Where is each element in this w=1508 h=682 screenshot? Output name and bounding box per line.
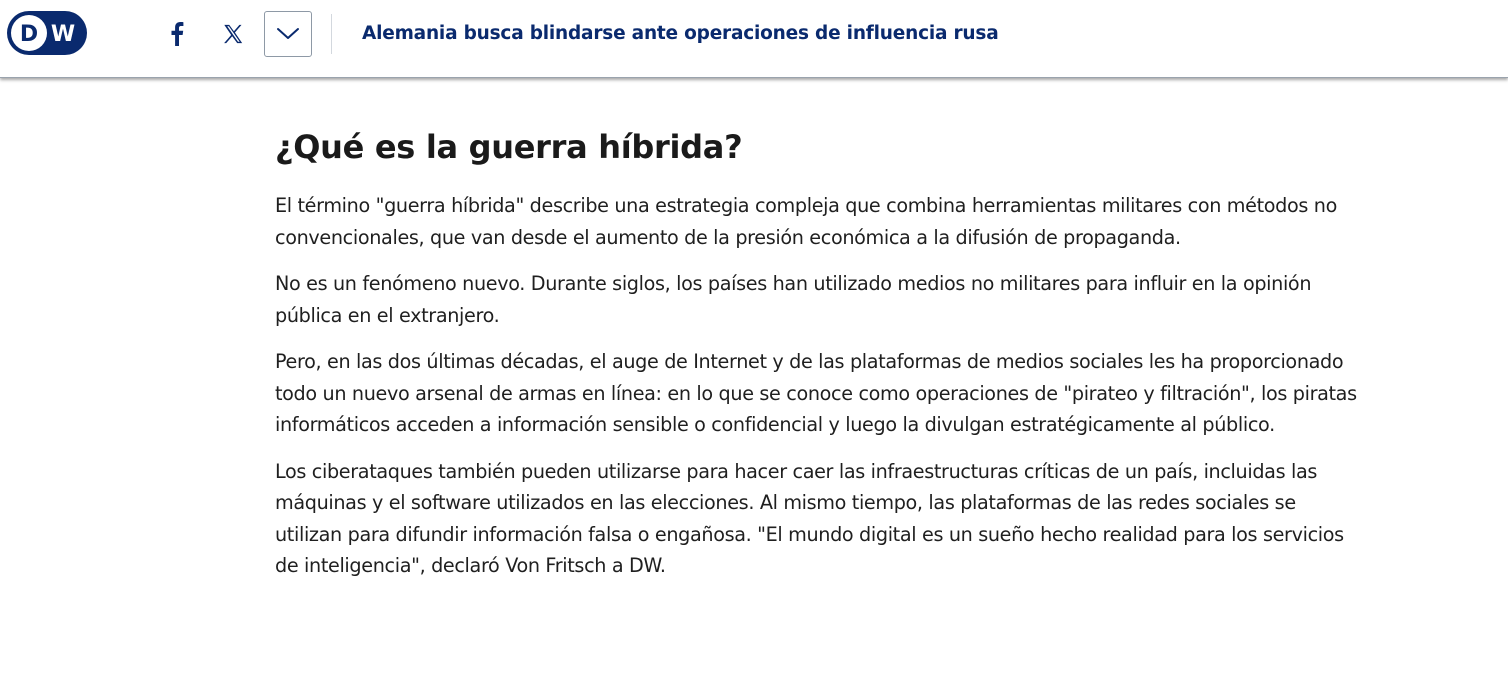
- share-x-button[interactable]: [216, 16, 250, 52]
- section-title: ¿Qué es la guerra híbrida?: [275, 128, 743, 166]
- svg-text:W: W: [50, 22, 76, 47]
- article-paragraph: Pero, en las dos últimas décadas, el auge de Internet y de las plataformas de medios sociales les ha proporcionado todo un nuevo arsenal de armas en línea: en lo que se conoce como operaciones de "pirateo y filtración", los piratas informáticos acceden a información sensible o confidencial y luego la divulgan estratégicamente al público.: [275, 350, 1357, 436]
- x-icon: [222, 23, 244, 45]
- header-divider: [331, 14, 332, 54]
- dw-logo-icon: [6, 10, 88, 56]
- article-paragraph: Los ciberataques también pueden utilizarse para hacer caer las infraestructuras críticas de un país, incluidas las máquinas y el software utilizados en las elecciones. Al mismo tiempo, las plataformas de las redes sociales se utilizan para difundir información falsa o engañosa. "El mundo digital es un sueño hecho realidad para los servicios de inteligencia", declaró Von Fritsch a DW.: [275, 459, 1344, 577]
- chevron-down-icon: [276, 27, 300, 41]
- article-paragraph: No es un fenómeno nuevo. Durante siglos, los países han utilizado medios no militares para influir en la opinión pública en el extranjero.: [275, 272, 1312, 327]
- article-paragraph: El término "guerra híbrida" describe una estrategia compleja que combina herramientas militares con métodos no convencionales, que van desde el aumento de la presión económica a la difusión de propaganda.: [275, 194, 1337, 249]
- article-content: [275, 118, 1365, 582]
- top-bar: [0, 0, 1508, 78]
- share-facebook-button[interactable]: [160, 16, 194, 52]
- header-headline[interactable]: Alemania busca blindarse ante operaciones de influencia rusa: [362, 23, 999, 44]
- svg-text:D: D: [19, 22, 39, 47]
- share-more-button[interactable]: [264, 11, 312, 57]
- dw-logo[interactable]: [6, 10, 88, 56]
- facebook-icon: [170, 22, 184, 46]
